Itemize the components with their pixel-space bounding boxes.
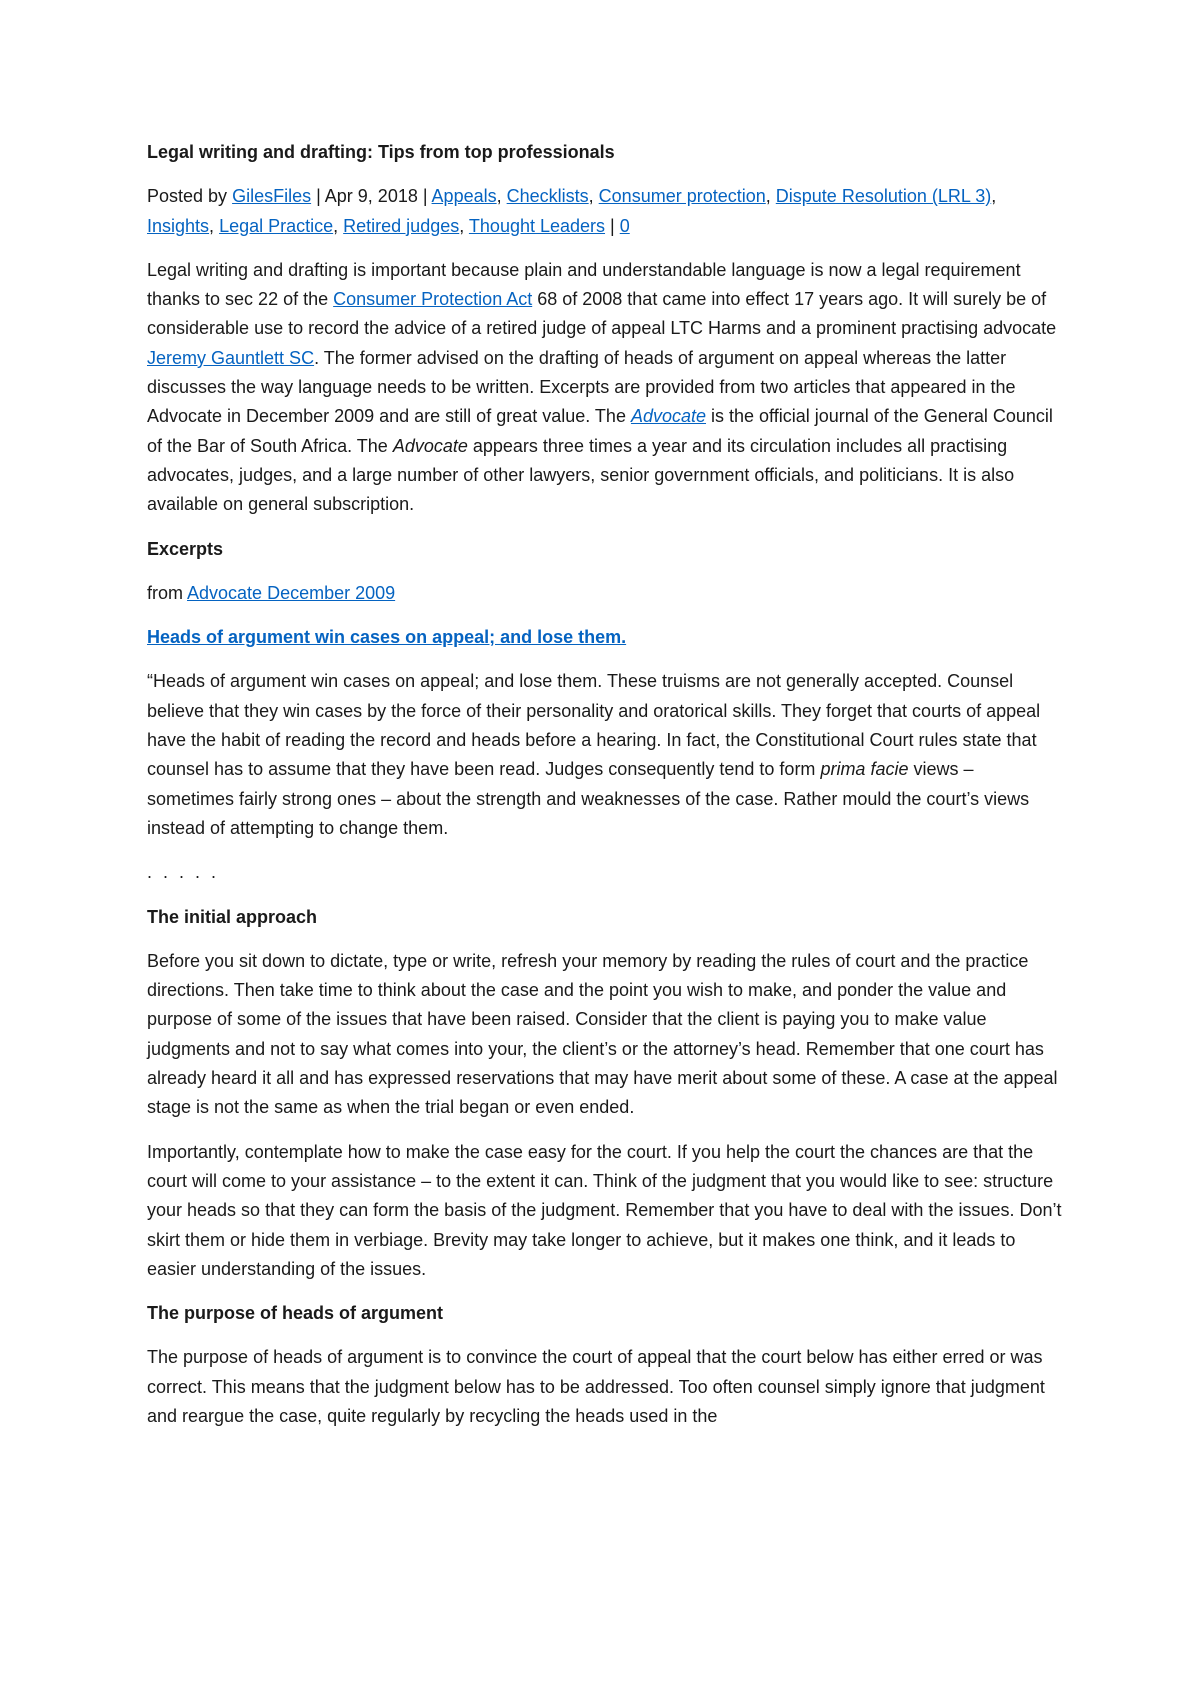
initial-approach-heading: The initial approach	[147, 906, 318, 927]
meta-separator: |	[311, 186, 325, 207]
jeremy-gauntlett-link[interactable]: Jeremy Gauntlett SC	[147, 347, 315, 368]
advocate-link[interactable]: Advocate	[630, 406, 707, 427]
intro-text: 68 of 2008 that came into effect 17 years ago. It will surely be of considerable use to record the advice of a retired judge of appeal LTC Harms and a prominent practising advocate	[147, 289, 1057, 339]
author-link[interactable]: GilesFiles	[232, 186, 312, 207]
category-link-thought-leaders[interactable]: Thought Leaders	[468, 215, 606, 236]
heads-of-argument-link[interactable]: Heads of argument win cases on appeal; and lose them.	[147, 627, 627, 648]
intro-paragraph	[147, 256, 1062, 520]
category-link-consumer-protection[interactable]: Consumer protection	[598, 186, 766, 207]
initial-approach-paragraph-2: Importantly, contemplate how to make the case easy for the court. If you help the court the chances are that the court will come to your assistance – to the extent it can. Think of the judgment that you would like to see: structure your heads so that they can form the basis of the judgment. Remember that you have to deal with the issues. Don’t skirt them or hide them in verbiage. Brevity may take longer to achieve, but it makes one think, and it leads to easier understanding of the issues.	[147, 1141, 1062, 1279]
comments-count-link[interactable]: 0	[619, 215, 630, 236]
category-link-dispute-resolution[interactable]: Dispute Resolution (LRL 3)	[775, 186, 992, 207]
category-link-legal-practice[interactable]: Legal Practice	[219, 215, 334, 236]
consumer-protection-act-link[interactable]: Consumer Protection Act	[333, 289, 533, 310]
from-line	[147, 579, 1062, 608]
meta-separator: |	[417, 186, 432, 207]
heads-heading	[147, 623, 1062, 652]
meta-separator: |	[605, 215, 620, 236]
intro-text: is the official journal of the General Council of the Bar of South Africa. The	[147, 406, 1053, 456]
advocate-italic: Advocate	[392, 435, 468, 456]
post-meta: Posted by GilesFiles | Apr 9, 2018 | Appeals, Checklists, Consumer protection, Dispute Resolution (LRL 3), Insights, Legal Practice, Retired judges, Thought Leaders | 0	[147, 186, 997, 236]
document-page	[147, 138, 1062, 1446]
ellipsis-divider: . . . . .	[147, 862, 220, 883]
quote-paragraph	[147, 667, 1062, 843]
quote-text: “Heads of argument win cases on appeal; and lose them. These truisms are not generally accepted. Counsel believe that they win cases by the force of their personality and oratorical skills. They forget that courts of appeal have the habit of reading the record and heads before a hearing. In fact, the Constitutional Court rules state that counsel has to assume that they have been read. Judges consequently tend to form	[147, 671, 1041, 780]
category-link-checklists[interactable]: Checklists	[506, 186, 589, 207]
quote-text: views – sometimes fairly strong ones – about the strength and weaknesses of the case. Rather mould the court’s views instead of attempting to change them.	[147, 759, 1030, 838]
purpose-heading: The purpose of heads of argument	[147, 1303, 444, 1324]
excerpts-heading: Excerpts	[147, 538, 224, 559]
advocate-december-link[interactable]: Advocate December 2009	[187, 582, 396, 603]
purpose-paragraph-1: The purpose of heads of argument is to convince the court of appeal that the court below has either erred or was correct. This means that the judgment below has to be addressed. Too often counsel simply ignore that judgment and reargue the case, quite regularly by recycling the heads used in the	[147, 1347, 1045, 1426]
initial-approach-paragraph-1: Before you sit down to dictate, type or write, refresh your memory by reading the rules of court and the practice directions. Then take time to think about the case and the point you wish to make, and ponder the value and purpose of some of the issues that have been raised. Consider that the client is paying you to make value judgments and not to say what comes into your, the client’s or the attorney’s head. Remember that one court has already heard it all and has expressed reservations that may have merit about some of these. A case at the appeal stage is not the same as when the trial began or even ended.	[147, 950, 1058, 1118]
category-link-appeals[interactable]: Appeals	[431, 186, 497, 207]
category-link-insights[interactable]: Insights	[147, 215, 210, 236]
intro-text: Legal writing and drafting is important because plain and understandable language is now a legal requirement thanks to sec 22 of the	[147, 259, 1021, 310]
post-date: Apr 9, 2018	[324, 186, 418, 207]
category-link-retired-judges[interactable]: Retired judges	[343, 215, 460, 236]
prima-facie-italic: prima facie	[820, 759, 909, 780]
article-title: Legal writing and drafting: Tips from top professionals	[147, 142, 615, 162]
posted-by-label: Posted by	[147, 186, 228, 207]
intro-text: appears three times a year and its circulation includes all practising advocates, judges, and a large number of other lawyers, senior government officials, and politicians. It is also available on general subscription.	[147, 435, 1015, 515]
from-label: from	[147, 582, 188, 603]
intro-text: . The former advised on the drafting of heads of argument on appeal whereas the latter discusses the way language needs to be written. Excerpts are provided from two articles that appeared in the Advocate in December 2009 and are still of great value. The	[147, 347, 1016, 427]
